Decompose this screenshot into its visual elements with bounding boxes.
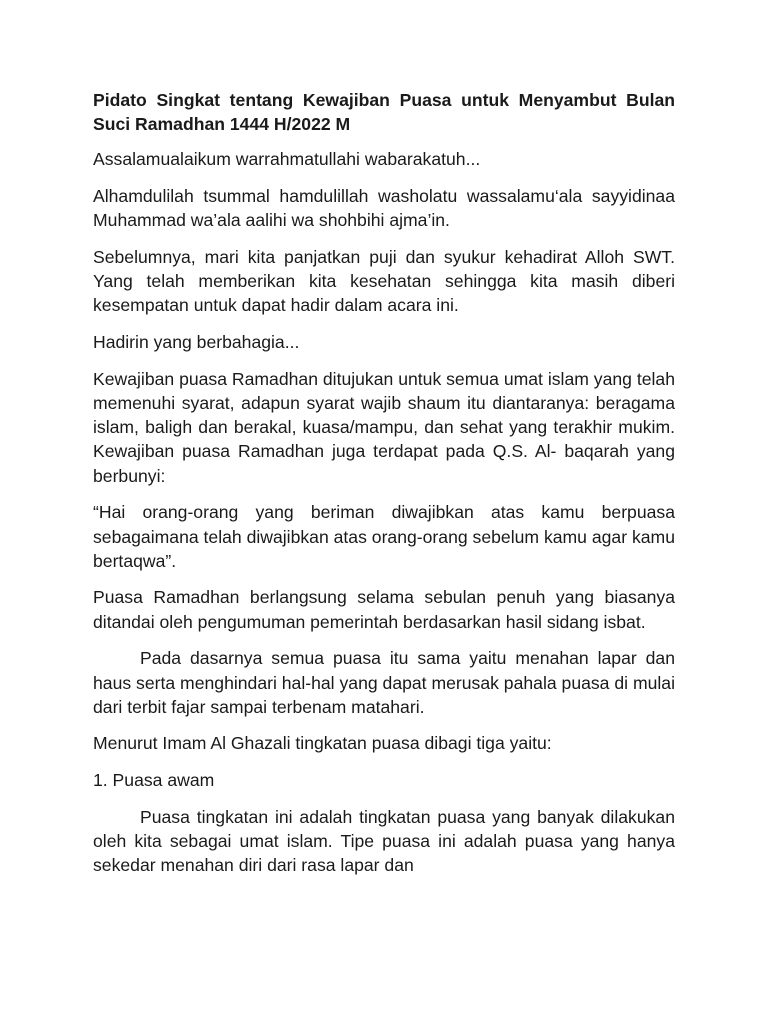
paragraph-puasa-awam-description: Puasa tingkatan ini adalah tingkatan puasa yang banyak dilakukan oleh kita sebagai umat islam. Tipe puasa ini adalah puasa yang hanya sekedar menahan diri dari rasa lapar dan [93, 806, 675, 876]
paragraph-opening-praise: Alhamdulilah tsummal hamdulillah washolatu wassalamu‘ala sayyidinaa Muhammad wa’ala aalihi wa shohbihi ajma’in. [93, 186, 675, 231]
paragraph-fasting-levels: Menurut Imam Al Ghazali tingkatan puasa dibagi tiga yaitu: [93, 733, 552, 754]
paragraph-quran-quote: “Hai orang-orang yang beriman diwajibkan atas kamu berpuasa sebagaimana telah diwajibkan atas orang-orang sebelum kamu agar kamu bertaqwa”. [93, 502, 675, 571]
document-page [93, 88, 675, 890]
paragraph-fasting-essence: Pada dasarnya semua puasa itu sama yaitu menahan lapar dan haus serta menghindari hal-hal yang dapat merusak pahala puasa di mulai dari terbit fajar sampai terbenam matahari. [93, 648, 675, 717]
paragraph-gratitude: Sebelumnya, mari kita panjatkan puji dan syukur kehadirat Alloh SWT. Yang telah memberikan kita kesehatan sehingga kita masih diberi kesempatan untuk dapat hadir dalam acara ini. [93, 247, 675, 316]
paragraph-obligation: Kewajiban puasa Ramadhan ditujukan untuk semua umat islam yang telah memenuhi syarat, adapun syarat wajib shaum itu diantaranya: beragama islam, baligh dan berakal, kuasa/mampu, dan sehat yang terakhir mukim. Kewajiban puasa Ramadhan juga terdapat pada Q.S. Al- baqarah yang berbunyi: [93, 368, 675, 486]
paragraph-audience-address: Hadirin yang berbahagia... [93, 332, 300, 353]
document-title: Pidato Singkat tentang Kewajiban Puasa untuk Menyambut Bulan Suci Ramadhan 1444 H/2022 M [93, 90, 675, 135]
paragraph-ramadhan-duration: Puasa Ramadhan berlangsung selama sebulan penuh yang biasanya ditandai oleh pengumuman pemerintah berdasarkan hasil sidang isbat. [93, 587, 675, 632]
list-heading-puasa-awam: 1. Puasa awam [93, 770, 215, 791]
paragraph-greeting: Assalamualaikum warrahmatullahi wabarakatuh... [93, 149, 481, 170]
